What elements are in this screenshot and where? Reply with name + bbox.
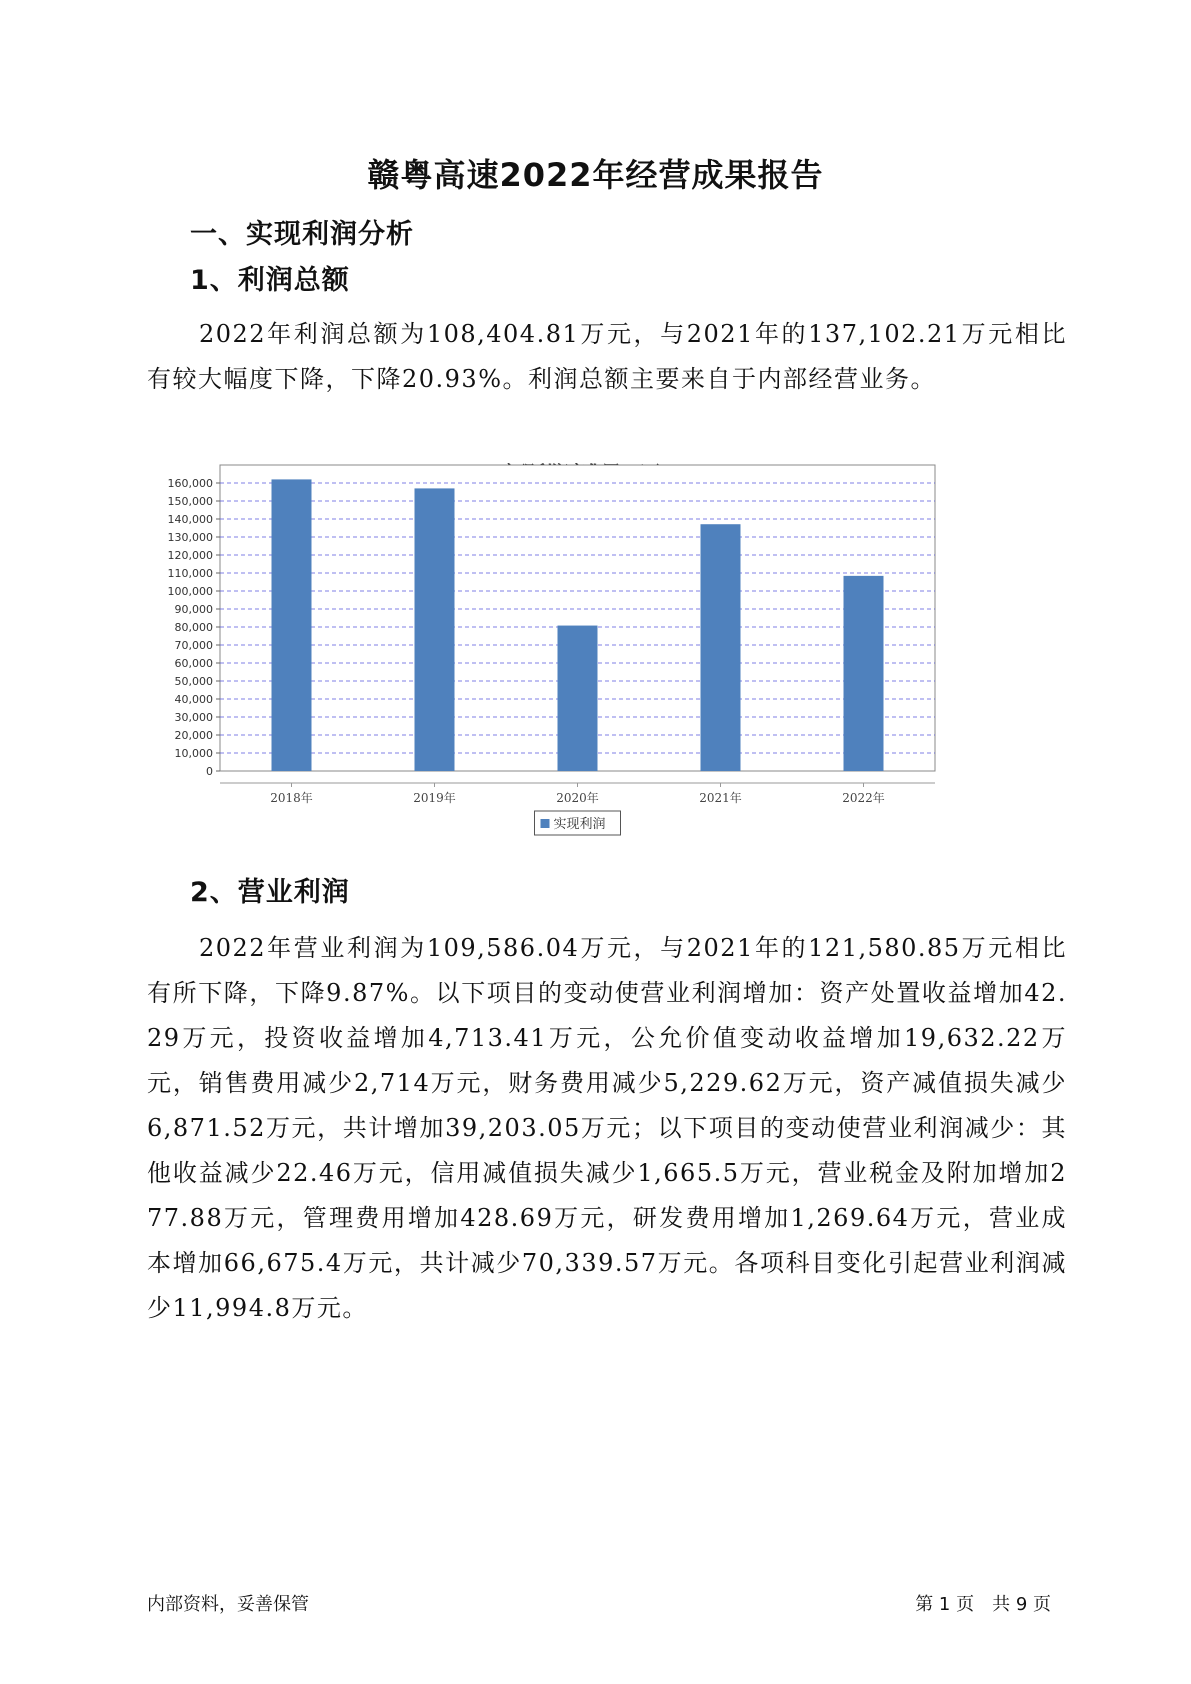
subsection-heading-operating-profit: 2、营业利润 [190,877,350,908]
y-tick-label: 10,000 [174,747,213,760]
legend-swatch [541,819,550,828]
footer-page-number: 第 1 页 共 9 页 [915,1594,1051,1615]
x-tick-label: 2020年 [556,791,599,805]
y-tick-label: 60,000 [174,657,213,670]
section-heading-profit-analysis: 一、实现利润分析 [190,219,414,250]
paragraph-operating-profit: 2022年营业利润为109,586.04万元，与2021年的121,580.85万元相比有所下降，下降9.87%。以下项目的变动使营业利润增加：资产处置收益增加42.29万元，投资收益增加4,713.41万元，公允价值变动收益增加19,632.22万元，销售费用减少2,714万元，财务费用减少5,229.62万元，资产减值损失减少6,871.52万元，共计增加39,203.05万元；以下项目的变动使营业利润减少：其他收益减少22.46万元，信用减值损失减少1,665.5万元，营业税金及附加增加277.88万元，管理费用增加428.69万元，研发费用增加1,269.64万元，营业成本增加66,675.4万元，共计减少70,339.57万元。各项科目变化引起营业利润减少11,994.8万元。 [147,934,1067,1322]
x-tick-label: 2022年 [842,791,885,805]
bar-2021年 [701,524,741,771]
subsection-heading-total-profit: 1、利润总额 [190,265,350,296]
legend-label: 实现利润 [553,817,606,832]
y-tick-label: 30,000 [174,711,213,724]
bar-2019年 [415,488,455,771]
y-tick-label: 110,000 [167,567,213,580]
y-tick-label: 130,000 [167,531,213,544]
y-tick-label: 80,000 [174,621,213,634]
footer-confidential-note: 内部资料，妥善保管 [147,1594,309,1615]
y-tick-label: 90,000 [174,603,213,616]
y-tick-label: 70,000 [174,639,213,652]
y-tick-label: 100,000 [167,585,213,598]
y-tick-label: 150,000 [167,495,213,508]
x-tick-label: 2019年 [413,791,456,805]
y-tick-label: 40,000 [174,693,213,706]
y-tick-label: 0 [206,765,213,778]
profit-bar-chart [145,450,1025,920]
y-tick-label: 20,000 [174,729,213,742]
bar-2022年 [844,576,884,771]
x-tick-label: 2018年 [270,791,313,805]
x-tick-label: 2021年 [699,791,742,805]
bar-2018年 [272,479,312,771]
document-title: 赣粤高速2022年经营成果报告 [367,156,824,194]
y-tick-label: 160,000 [167,477,213,490]
y-tick-label: 50,000 [174,675,213,688]
y-tick-label: 120,000 [167,549,213,562]
y-tick-label: 140,000 [167,513,213,526]
paragraph-total-profit: 2022年利润总额为108,404.81万元，与2021年的137,102.21万元相比有较大幅度下降，下降20.93%。利润总额主要来自于内部经营业务。 [147,320,1067,393]
chart-canvas [145,450,1025,920]
bar-2020年 [558,626,598,771]
